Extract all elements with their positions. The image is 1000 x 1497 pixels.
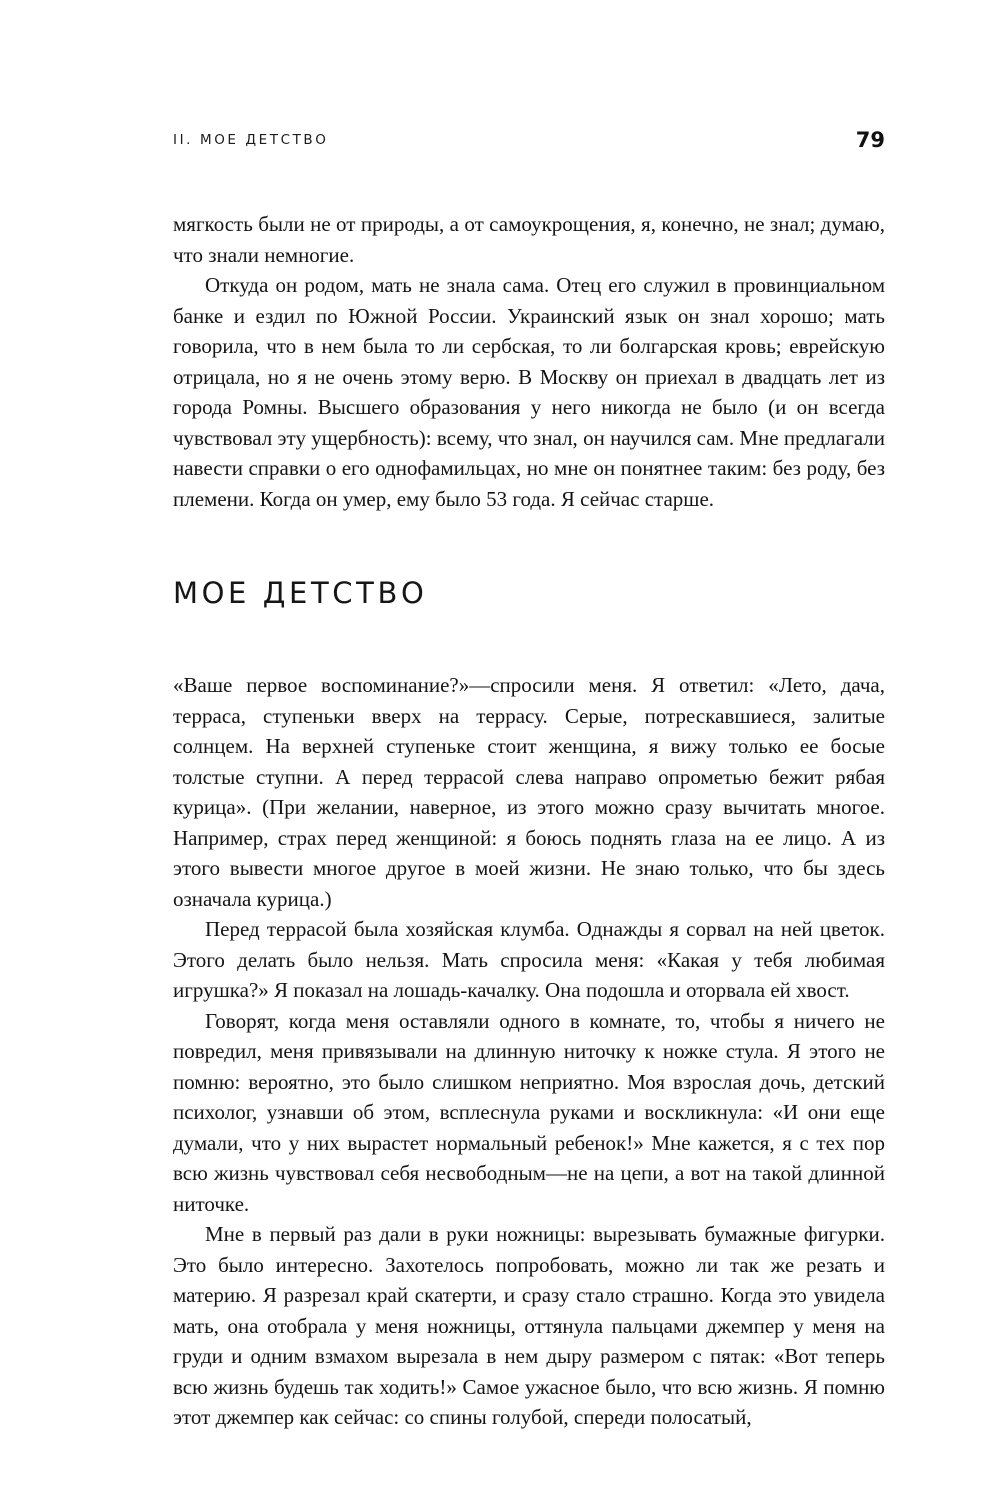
paragraph: «Ваше первое воспоминание?»—спросили меня. Я ответил: «Лето, дача, терраса, ступеньки вверх на террасу. Серые, потрескавшиеся, залитые солнцем. На верхней ступеньке стоит женщина, я вижу только ее босые толстые ступни. А перед террасой слева направо опрометью бежит рябая курица». (При желании, наверное, из этого можно сразу вычитать многое. Например, страх перед женщиной: я боюсь поднять глаза на ее лицо. А из этого вывести многое другое в моей жизни. Не знаю только, что бы здесь означала курица.) bbox=[173, 673, 885, 911]
running-header bbox=[173, 128, 885, 158]
paragraph: Откуда он родом, мать не знала сама. Отец его служил в провинциальном банке и ездил по Южной России. Украинский язык он знал хорошо; мать говорила, что в нем была то ли сербская, то ли болгарская кровь; еврейскую отрицала, но я не очень этому верю. В Москву он приехал в двадцать лет из города Ромны. Высшего образования у него никогда не было (и он всегда чувствовал эту ущербность): всему, что знал, он научился сам. Мне предлагали навести справки о его однофамильцах, но мне он понятнее таким: без роду, без племени. Когда он умер, ему было 53 года. Я сейчас старше. bbox=[173, 273, 885, 511]
page-number: 79 bbox=[855, 128, 885, 152]
section-heading: МОЕ ДЕТСТВО bbox=[173, 576, 428, 610]
paragraph: Перед террасой была хозяйская клумба. Однажды я сорвал на ней цветок. Этого делать было нельзя. Мать спросила меня: «Какая у тебя любимая игрушка?» Я показал на лошадь-качалку. Она подошла и оторвала ей хвост. bbox=[173, 917, 885, 1002]
section-text bbox=[173, 670, 885, 1433]
paragraph: Говорят, когда меня оставляли одного в комнате, то, чтобы я ничего не повредил, меня привязывали на длинную ниточку к ножке стула. Я этого не помню: вероятно, это было слишком неприятно. Моя взрослая дочь, детский психолог, узнавши об этом, всплеснула руками и воскликнула: «И они еще думали, что у них вырастет нормальный ребенок!» Мне кажется, я с тех пор всю жизнь чувствовал себя несвободным—не на цепи, а вот на такой длинной ниточке. bbox=[173, 1008, 885, 1216]
running-title: II. МОЕ ДЕТСТВО bbox=[173, 132, 329, 148]
continued-text bbox=[173, 209, 885, 514]
paragraph: Мне в первый раз дали в руки ножницы: вырезывать бумажные фигурки. Это было интересно. Захотелось попробовать, можно ли так же резать и материю. Я разрезал край скатерти, и сразу стало страшно. Когда это увидела мать, она отобрала у меня ножницы, оттянула пальцами джемпер у меня на груди и одним взмахом вырезала в нем дыру размером с пятак: «Вот теперь всю жизнь будешь так ходить!» Самое ужасное было, что всю жизнь. Я помню этот джемпер как сейчас: со спины голубой, спереди полосатый, bbox=[173, 1222, 885, 1429]
paragraph: мягкость были не от природы, а от самоукрощения, я, конечно, не знал; думаю, что знали немногие. bbox=[173, 212, 885, 267]
